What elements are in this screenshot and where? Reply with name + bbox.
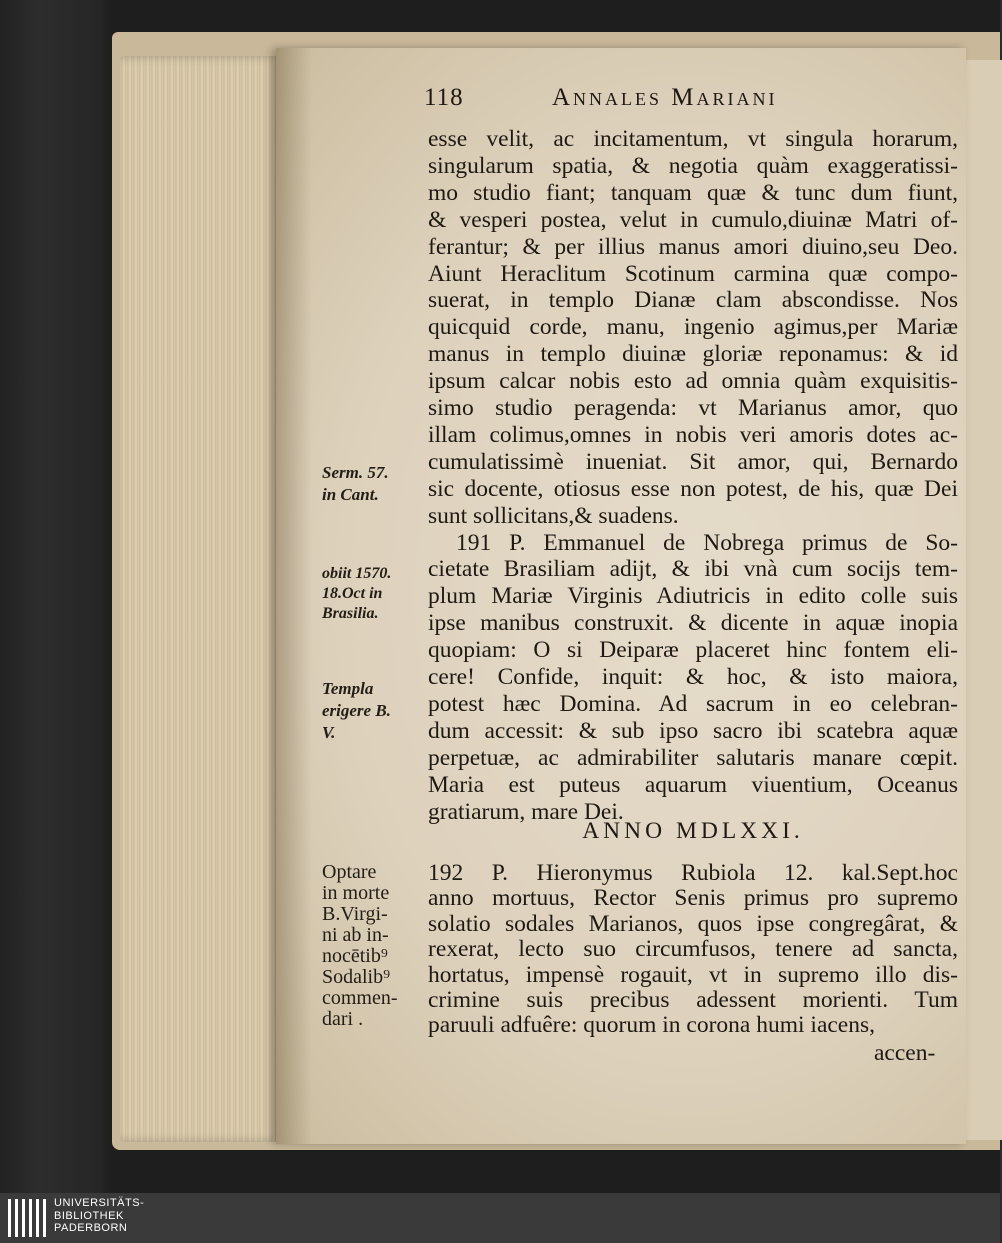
text-line: potest hæc Domina. Ad sacrum in eo celebran- bbox=[428, 690, 958, 717]
text-line: mo studio fiant; tanquam quæ & tunc dum fiunt, bbox=[428, 179, 958, 206]
margin-note-sermo-line1: Serm. 57. bbox=[322, 463, 389, 482]
library-name-line2: BIBLIOTHEK bbox=[54, 1209, 124, 1222]
text-line: sunt sollicitans,& suadens. bbox=[428, 502, 679, 529]
margin-note-optare-line: commen- bbox=[322, 987, 398, 1009]
text-line: illam colimus,omnes in nobis veri amoris dotes ac- bbox=[428, 421, 958, 448]
text-line: gratiarum, mare Dei. bbox=[428, 798, 624, 825]
year-heading: ANNO MDLXXI. bbox=[582, 818, 804, 844]
library-logo-icon bbox=[8, 1199, 48, 1237]
margin-note-sermo-line2: in Cant. bbox=[322, 485, 379, 504]
text-line: paruuli adfuêre: quorum in corona humi iacens, bbox=[428, 1012, 876, 1039]
facing-page-edge bbox=[962, 60, 1002, 1140]
margin-note-optare-line: nocētib⁹ bbox=[322, 945, 388, 967]
running-title: Annales Mariani bbox=[552, 84, 778, 111]
margin-note-templa-line2: erigere B. bbox=[322, 701, 391, 720]
text-line: cietate Brasiliam adijt, & ibi vnà cum socijs tem- bbox=[428, 556, 958, 583]
margin-note-optare-line: dari . bbox=[322, 1008, 364, 1030]
text-line: suerat, in templo Dianæ clam abscondisse. Nos bbox=[428, 287, 958, 314]
margin-note-templa-line1: Templa bbox=[322, 679, 374, 698]
margin-note-obiit-line2: 18.Oct in bbox=[322, 585, 383, 602]
text-line: perpetuæ, ac admirabiliter salutaris manare cœpit. bbox=[428, 744, 958, 771]
margin-note-optare-line: B.Virgi- bbox=[322, 903, 388, 925]
text-line: ipsum calcar nobis esto ad omnia quàm exquisitis- bbox=[428, 368, 958, 395]
text-line: Aiunt Heraclitum Scotinum carmina quæ compo- bbox=[428, 260, 958, 287]
text-line: 191 P. Emmanuel de Nobrega primus de So- bbox=[456, 529, 958, 556]
margin-note-optare-line: ni ab in- bbox=[322, 924, 389, 946]
catchword: accen- bbox=[874, 1040, 936, 1066]
margin-note-obiit-line3: Brasilia. bbox=[322, 605, 379, 622]
library-footer bbox=[0, 1193, 1000, 1243]
gutter-shadow bbox=[276, 48, 312, 1144]
library-name-line3: PADERBORN bbox=[54, 1222, 128, 1234]
library-name-line1: UNIVERSITÄTS- bbox=[54, 1197, 145, 1209]
margin-note-sermo bbox=[322, 462, 422, 506]
text-line: solatio sodales Marianos, quos ipse congregârat, & bbox=[428, 910, 958, 937]
text-line: quicquid corde, manu, ingenio agimus,per Mariæ bbox=[428, 314, 958, 341]
page-number: 118 bbox=[424, 84, 464, 111]
text-line: simo studio peragenda: vt Marianus amor, quo bbox=[428, 395, 958, 421]
margin-note-optare bbox=[322, 862, 422, 1030]
margin-note-optare-line: Optare bbox=[322, 861, 377, 883]
text-line: quopiam: O si Deiparæ placeret hinc fontem eli- bbox=[428, 637, 958, 664]
text-line: plum Mariæ Virginis Adiutricis in edito colle suis bbox=[428, 583, 958, 610]
margin-note-optare-line: Sodalib⁹ bbox=[322, 966, 391, 988]
margin-note-optare-line: in morte bbox=[322, 882, 390, 904]
margin-note-obiit-line1: obiit 1570. bbox=[322, 565, 392, 582]
text-line: crimine suis precibus adessent morienti. Tum bbox=[428, 987, 958, 1013]
text-line: 192 P. Hieronymus Rubiola 12. kal.Sept.hoc bbox=[428, 860, 958, 886]
text-line: dum accessit: & sub ipso sacro ibi scatebra aquæ bbox=[428, 717, 958, 744]
text-line: cere! Confide, inquit: & hoc, & isto maiora, bbox=[428, 664, 958, 690]
text-line: cumulatissimè inueniat. Sit amor, qui, Bernardo bbox=[428, 448, 958, 475]
text-line: ferantur; & per illius manus amori diuino,seu Deo. bbox=[428, 233, 958, 260]
library-name bbox=[54, 1197, 144, 1235]
text-line: ipse manibus construxit. & dicente in aquæ inopia bbox=[428, 610, 958, 637]
text-line: & vesperi postea, velut in cumulo,diuinæ Matri of- bbox=[428, 206, 958, 233]
text-line: sic docente, otiosus esse non potest, de his, quæ Dei bbox=[428, 475, 958, 502]
text-line: manus in templo diuinæ gloriæ reponamus: & id bbox=[428, 341, 958, 368]
margin-note-templa-line3: V. bbox=[322, 723, 336, 742]
page-edges bbox=[120, 56, 280, 1142]
text-line: hortatus, impensè rogauit, vt in supremo illo dis- bbox=[428, 961, 958, 988]
margin-note-templa bbox=[322, 678, 422, 744]
text-line: rexerat, lecto suo circumfusos, tenere ad sancta, bbox=[428, 936, 958, 963]
margin-note-obiit bbox=[322, 564, 422, 624]
text-line: anno mortuus, Rector Senis primus pro supremo bbox=[428, 885, 958, 912]
text-line: singularum spatia, & negotia quàm exaggeratissi- bbox=[428, 152, 958, 179]
text-line: esse velit, ac incitamentum, vt singula horarum, bbox=[428, 126, 958, 152]
text-line: Maria est puteus aquarum viuentium, Oceanus bbox=[428, 771, 958, 798]
